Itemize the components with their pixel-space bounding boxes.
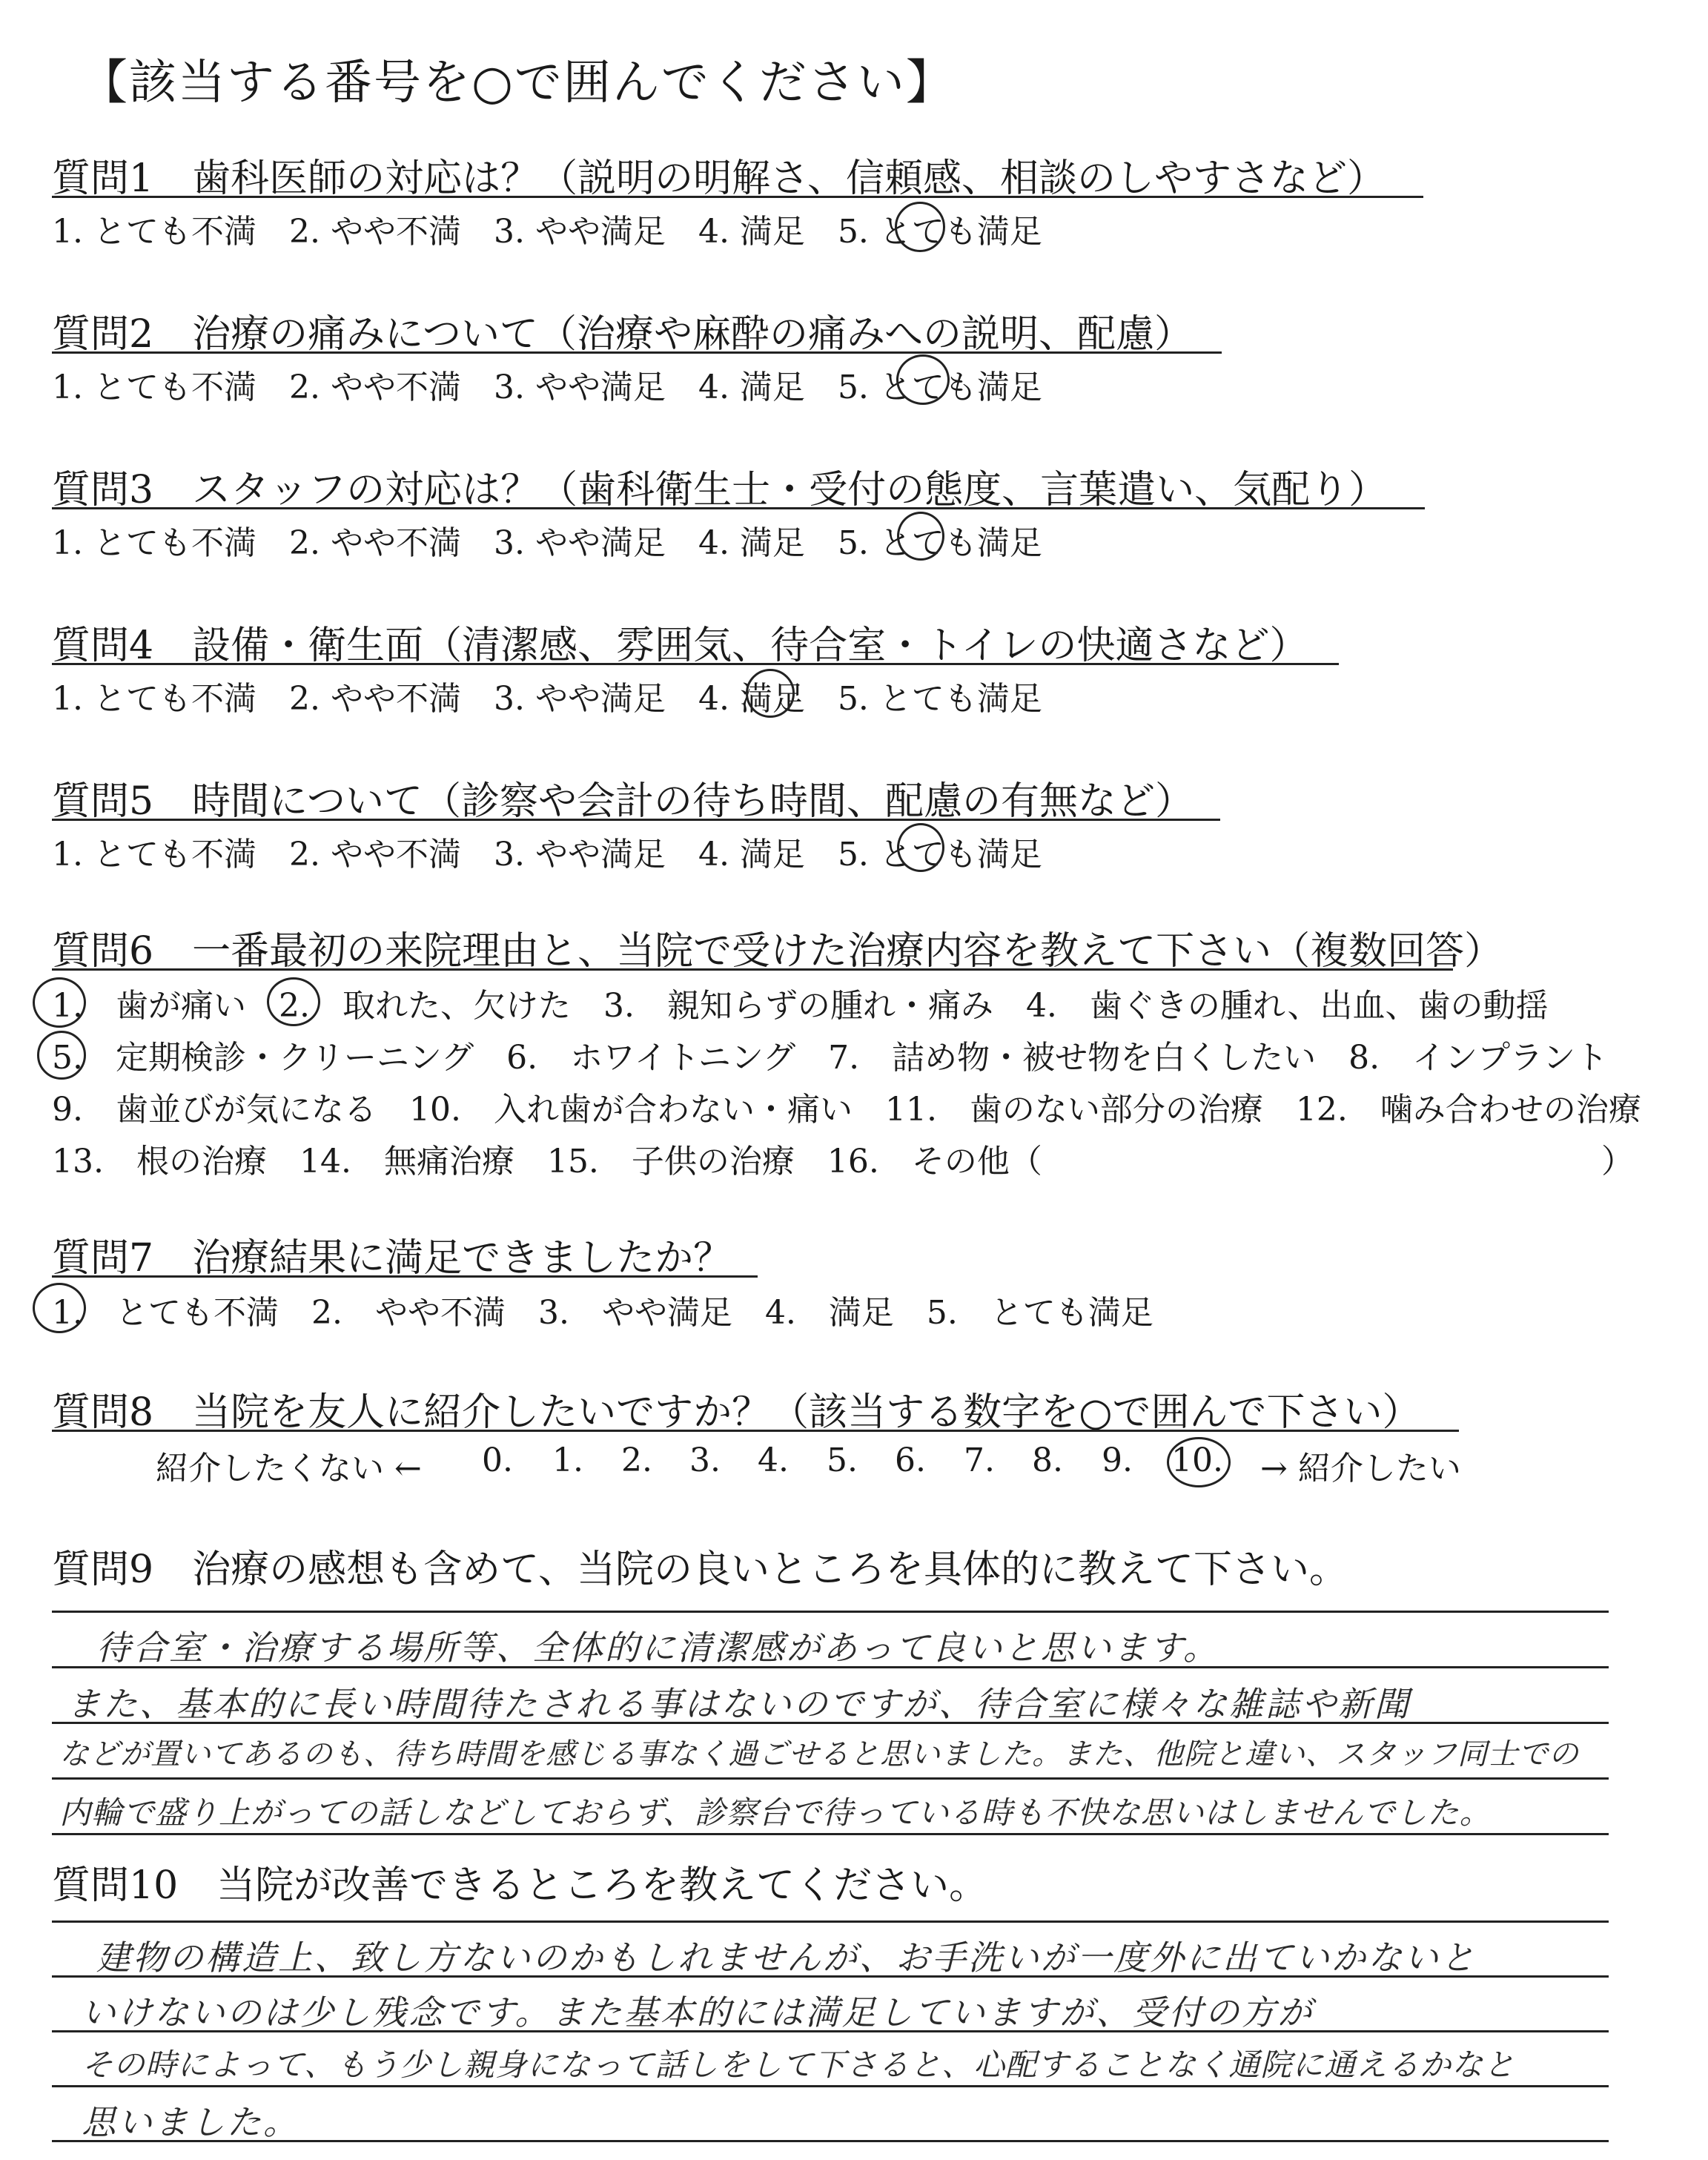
question-4-underline [52, 663, 1339, 665]
q10-writing-line-1 [52, 1920, 1609, 1923]
question-3-underline [52, 507, 1425, 509]
question-5-label: 質問5 時間について（診察や会計の待ち時間、配慮の有無など） [52, 779, 1194, 824]
q8-scale-9: 9. [1102, 1441, 1133, 1479]
q6-row-3: 9. 歯並びが気になる 10. 入れ歯が合わない・痛い 11. 歯のない部分の治療 12. 噛み合わせの治療 [52, 1091, 1641, 1129]
q9-writing-line-4 [52, 1777, 1609, 1780]
question-3-options: 1. とても不満 2. やや不満 3. やや満足 4. 満足 5. とても満足 [52, 524, 1042, 562]
q6-row-4: 13. 根の治療 14. 無痛治療 15. 子供の治療 16. その他（ [52, 1143, 1042, 1180]
question-5-options: 1. とても不満 2. やや不満 3. やや満足 4. 満足 5. とても満足 [52, 836, 1042, 873]
question-8-label: 質問8 当院を友人に紹介したいですか？（該当する数字を○で囲んで下さい） [52, 1390, 1421, 1435]
question-4-options: 1. とても不満 2. やや不満 3. やや満足 4. 満足 5. とても満足 [52, 680, 1042, 718]
q6-selected-circle-1[interactable] [33, 977, 86, 1028]
question-1-underline [52, 196, 1423, 198]
question-1-options: 1. とても不満 2. やや不満 3. やや満足 4. 満足 5. とても満足 [52, 213, 1042, 251]
q9-writing-line-5 [52, 1833, 1609, 1835]
q8-scale-10: 10. [1171, 1441, 1223, 1479]
q9-answer-line-2: また、基本的に長い時間待たされる事はないのですが、待合室に様々な雑誌や新聞 [67, 1684, 1411, 1724]
q9-answer-line-4: 内輪で盛り上がっての話しなどしておらず、診察台で待っている時も不快な思いはしませんでした。 [59, 1794, 1492, 1831]
question-5-underline [52, 819, 1220, 821]
q6-close-paren: ） [1601, 1143, 1634, 1180]
question-9-label: 質問9 治療の感想も含めて、当院の良いところを具体的に教えて下さい。 [52, 1548, 1348, 1592]
question-10-label: 質問10 当院が改善できるところを教えてください。 [52, 1863, 988, 1908]
q10-answer-line-2: いけないのは少し残念です。また基本的には満足していますが、受付の方が [82, 1992, 1314, 2032]
q5-selected-circle[interactable] [897, 823, 944, 872]
q1-selected-circle[interactable] [895, 202, 945, 252]
page-title: 【該当する番号を○で囲んでください】 [80, 56, 955, 110]
q6-row-2: 5. 定期検診・クリーニング 6. ホワイトニング 7. 詰め物・被せ物を白くしたい 8. インプラント [52, 1039, 1609, 1077]
question-8-underline [52, 1430, 1459, 1432]
q6-selected-circle-2[interactable] [267, 977, 320, 1026]
question-7-label: 質問7 治療結果に満足できましたか？ [52, 1236, 732, 1281]
q8-scale-6: 6. [895, 1441, 926, 1479]
q2-selected-circle[interactable] [896, 354, 950, 405]
question-3-label: 質問3 スタッフの対応は？（歯科衛生士・受付の態度、言葉遣い、気配り） [52, 468, 1388, 512]
q8-scale-0: 0. [482, 1441, 513, 1479]
q6-row-1: 1. 歯が痛い 2. 取れた、欠けた 3. 親知らずの腫れ・痛み 4. 歯ぐきの腫れ、出血、歯の動揺 [52, 987, 1549, 1025]
question-4-label: 質問4 設備・衛生面（清潔感、雰囲気、待合室・トイレの快適さなど） [52, 624, 1308, 668]
q8-selected-circle[interactable] [1167, 1437, 1231, 1487]
q6-selected-circle-5[interactable] [37, 1031, 86, 1080]
q8-scale-4: 4. [758, 1441, 789, 1479]
q10-answer-line-1: 建物の構造上、致し方ないのかもしれませんが、お手洗いが一度外に出ていかないと [96, 1938, 1477, 1978]
q10-answer-line-3: その時によって、もう少し親身になって話しをして下さると、心配することなく通院に通えるかなと [82, 2047, 1516, 2083]
q8-left-label: 紹介したくない ← [156, 1450, 422, 1487]
question-6-label: 質問6 一番最初の来院理由と、当院で受けた治療内容を教えて下さい（複数回答） [52, 929, 1503, 974]
q8-scale-1: 1. [552, 1441, 583, 1479]
q9-answer-line-3: などが置いてあるのも、待ち時間を感じる事なく過ごせると思いました。また、他院と違い、スタッフ同士での [59, 1737, 1579, 1771]
q8-scale-2: 2. [621, 1441, 652, 1479]
question-7-underline [52, 1275, 758, 1278]
q10-writing-line-4 [52, 2085, 1609, 2087]
q8-right-label: → 紹介したい [1260, 1450, 1461, 1487]
question-2-options: 1. とても不満 2. やや不満 3. やや満足 4. 満足 5. とても満足 [52, 369, 1042, 406]
q7-options: 1. とても不満 2. やや不満 3. やや満足 4. 満足 5. とても満足 [52, 1294, 1153, 1332]
q8-scale-7: 7. [964, 1441, 995, 1479]
q10-answer-line-4: 思いました。 [82, 2102, 299, 2142]
question-1-label: 質問1 歯科医師の対応は？（説明の明解さ、信頼感、相談のしやすさなど） [52, 156, 1386, 201]
question-2-underline [52, 351, 1222, 354]
q4-selected-circle[interactable] [746, 669, 795, 718]
question-2-label: 質問2 治療の痛みについて（治療や麻酔の痛みへの説明、配慮） [52, 312, 1194, 357]
q8-scale-8: 8. [1032, 1441, 1063, 1479]
q8-scale-5: 5. [827, 1441, 858, 1479]
q9-writing-line-1 [52, 1611, 1609, 1613]
q8-scale-3: 3. [689, 1441, 721, 1479]
q7-selected-circle[interactable] [33, 1283, 86, 1333]
question-6-underline [52, 968, 1453, 971]
q3-selected-circle[interactable] [897, 512, 944, 561]
q9-answer-line-1: 待合室・治療する場所等、全体的に清潔感があって良いと思います。 [96, 1628, 1219, 1668]
